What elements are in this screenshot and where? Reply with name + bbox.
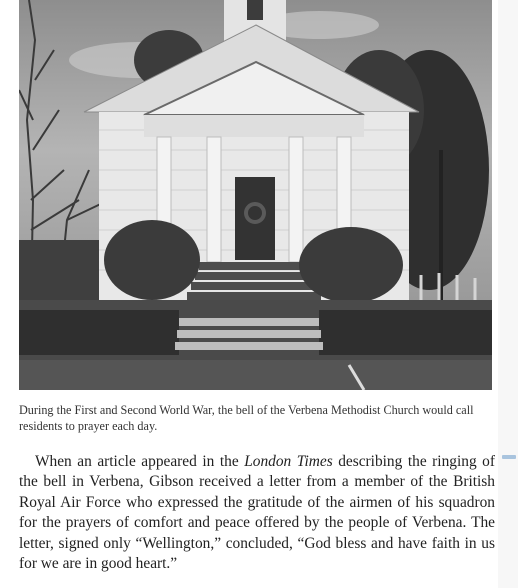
scroll-position-marker[interactable] [502,455,516,459]
publication-title: London Times [244,453,333,470]
church-photo-icon [19,0,492,390]
church-photo [19,0,492,390]
paragraph-text-start: When an article appeared in the [35,453,245,470]
paragraph-text-rest: describing the ringing of the bell in Verbena, Gibson received a letter from a member of the British Royal Air Force who expressed the gratitude of the airmen of his squadron for the prayers of comfort and peace offered by the people of Verbena. The letter, signed only “Wellington,” concluded, “God bless and have faith in us for we are in good heart.” [19,453,495,573]
right-gutter [498,0,518,588]
body-paragraph [19,452,495,574]
church-door [235,177,275,260]
shrub-left [104,220,200,300]
shrub-right [299,227,403,303]
photo-caption: During the First and Second World War, the bell of the Verbena Methodist Church would call residents to prayer each day. [19,403,474,433]
